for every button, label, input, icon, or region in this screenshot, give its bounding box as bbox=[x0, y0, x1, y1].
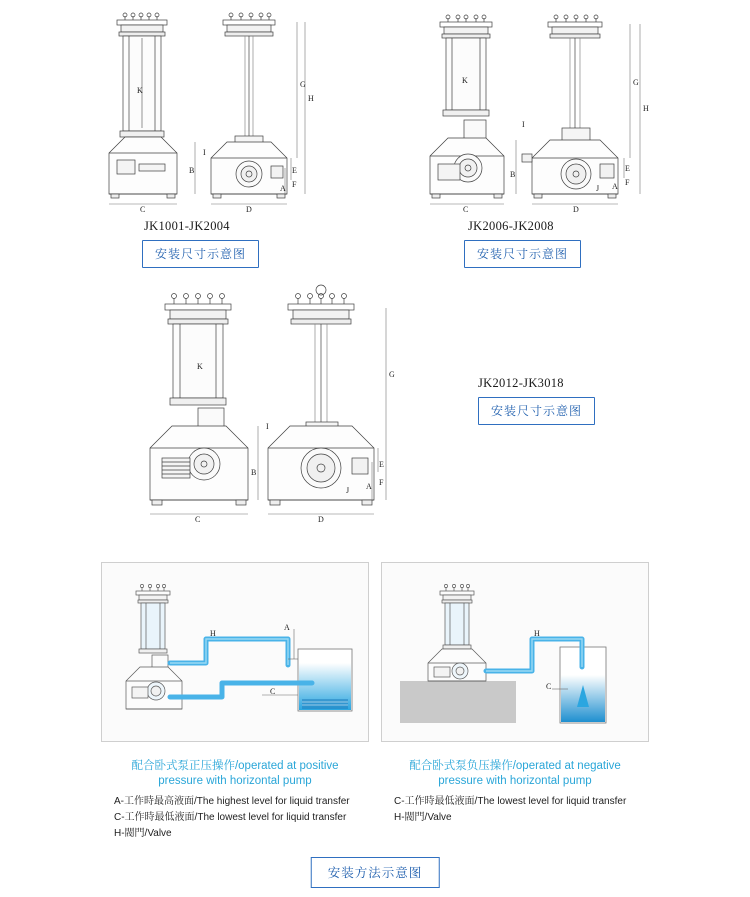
panel-positive-caption-line1: 配合卧式泵正压操作/operated at positive bbox=[131, 760, 339, 772]
button-install-dim-jk2012[interactable]: 安装尺寸示意图 bbox=[478, 397, 595, 425]
dim-label-A: A bbox=[612, 182, 618, 191]
dim-label-K: K bbox=[462, 76, 468, 85]
callout-A: A bbox=[284, 623, 290, 632]
panel-positive-caption-line2: pressure with horizontal pump bbox=[158, 775, 312, 787]
panel-positive-pressure bbox=[101, 562, 369, 742]
dim-label-E: E bbox=[292, 166, 297, 175]
panel-positive-illustration bbox=[102, 563, 368, 741]
panel-negative-caption bbox=[381, 759, 649, 789]
panel-negative-caption-line2: pressure with horizontal pump bbox=[438, 775, 592, 787]
dim-label-F: F bbox=[625, 178, 630, 187]
callout-C: C bbox=[546, 682, 552, 691]
panel-positive-caption bbox=[101, 759, 369, 789]
dim-label-C: C bbox=[140, 205, 146, 214]
note-A: A-工作時最高液面/The highest level for liquid transfer bbox=[114, 796, 350, 807]
dim-label-C: C bbox=[195, 515, 201, 524]
dim-label-K: K bbox=[197, 362, 203, 371]
dim-label-J: J bbox=[596, 184, 600, 193]
dim-label-I: I bbox=[522, 120, 525, 129]
dim-label-F: F bbox=[292, 180, 297, 189]
dim-label-G: G bbox=[389, 370, 395, 379]
machine-drawing-jk2012 bbox=[140, 282, 400, 532]
dim-label-E: E bbox=[625, 164, 630, 173]
machine-drawing-jk1001 bbox=[95, 8, 320, 218]
model-caption-jk1001: JK1001-JK2004 bbox=[144, 219, 230, 233]
dim-label-D: D bbox=[318, 515, 324, 524]
diagram-jk1001 bbox=[95, 8, 320, 218]
dim-label-J: J bbox=[346, 486, 350, 495]
dim-label-C: C bbox=[463, 205, 469, 214]
panel-negative-caption-line1: 配合卧式泵负压操作/operated at negative bbox=[409, 760, 621, 772]
dim-label-A: A bbox=[366, 482, 372, 491]
panel-negative-notes bbox=[394, 794, 626, 826]
button-install-dim-jk2006[interactable]: 安装尺寸示意图 bbox=[464, 240, 581, 268]
dim-label-E: E bbox=[379, 460, 384, 469]
note-C: C-工作時最低液面/The lowest level for liquid transfer bbox=[394, 796, 627, 807]
button-install-dim-jk1001[interactable]: 安装尺寸示意图 bbox=[142, 240, 259, 268]
note-C: C-工作時最低液面/The lowest level for liquid transfer bbox=[114, 812, 347, 823]
dim-label-H: H bbox=[643, 104, 649, 113]
dim-label-K: K bbox=[137, 86, 143, 95]
callout-H: H bbox=[534, 629, 540, 638]
dim-label-B: B bbox=[189, 166, 195, 175]
dim-label-I: I bbox=[203, 148, 206, 157]
note-H: H-閥門/Valve bbox=[114, 828, 172, 839]
diagram-jk2006 bbox=[418, 8, 663, 218]
button-install-method[interactable]: 安装方法示意图 bbox=[311, 857, 440, 888]
dim-label-F: F bbox=[379, 478, 384, 487]
dim-label-A: A bbox=[280, 184, 286, 193]
model-caption-jk2006: JK2006-JK2008 bbox=[468, 219, 554, 233]
dim-label-D: D bbox=[246, 205, 252, 214]
dim-label-G: G bbox=[300, 80, 306, 89]
dim-label-G: G bbox=[633, 78, 639, 87]
callout-H: H bbox=[210, 629, 216, 638]
panel-positive-notes bbox=[114, 794, 350, 842]
panel-negative-illustration bbox=[382, 563, 648, 741]
diagram-jk2012 bbox=[140, 282, 400, 532]
model-caption-jk2012: JK2012-JK3018 bbox=[478, 376, 564, 390]
dim-label-I: I bbox=[266, 422, 269, 431]
callout-C: C bbox=[270, 687, 276, 696]
dim-label-B: B bbox=[251, 468, 257, 477]
dim-label-D: D bbox=[573, 205, 579, 214]
dim-label-B: B bbox=[510, 170, 516, 179]
panel-negative-pressure bbox=[381, 562, 649, 742]
dim-label-H: H bbox=[308, 94, 314, 103]
note-H: H-閥門/Valve bbox=[394, 812, 452, 823]
